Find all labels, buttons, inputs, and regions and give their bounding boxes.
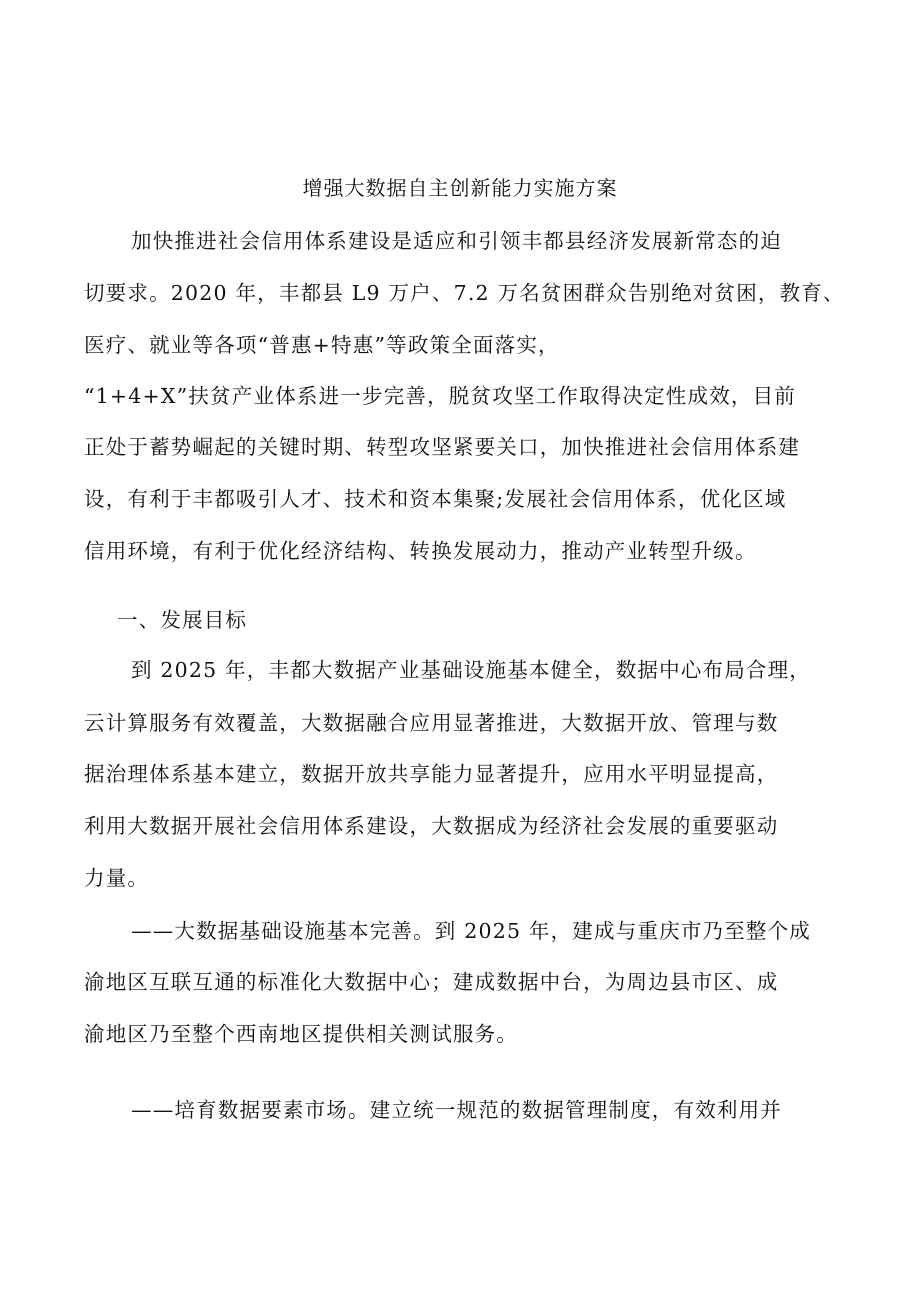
intro-line-6: 设，有利于丰都吸引人才、技术和资本集聚;发展社会信用体系，优化区域 xyxy=(84,487,787,511)
intro-line-5: 正处于蓄势崛起的关键时期、转型攻坚紧要关口，加快推进社会信用体系建 xyxy=(84,435,801,459)
intro-line-7: 信用环境，有利于优化经济结构、转换发展动力，推动产业转型升级。 xyxy=(84,539,757,563)
document-title: 增强大数据自主创新能力实施方案 xyxy=(302,176,618,200)
infra-line-3: 渝地区乃至整个西南地区提供相关测试服务。 xyxy=(84,1022,518,1046)
intro-line-1: 加快推进社会信用体系建设是适应和引领丰都县经济发展新常态的迫 xyxy=(131,229,782,253)
infra-line-2: 渝地区互联互通的标准化大数据中心；建成数据中台，为周边县市区、成 xyxy=(84,970,779,994)
intro-line-2: 切要求。2020 年，丰都县 L9 万户、7.2 万名贫困群众告别绝对贫困，教育、 xyxy=(84,281,845,305)
intro-line-3: 医疗、就业等各项“普惠+特惠”等政策全面落实， xyxy=(84,333,560,357)
goal-line-4: 利用大数据开展社会信用体系建设，大数据成为经济社会发展的重要驱动 xyxy=(84,814,779,838)
market-line-1: ——培育数据要素市场。建立统一规范的数据管理制度，有效利用并 xyxy=(131,1098,782,1122)
goal-line-1: 到 2025 年，丰都大数据产业基础设施基本健全，数据中心布局合理， xyxy=(131,658,812,682)
infra-line-1: ——大数据基础设施基本完善。到 2025 年，建成与重庆市乃至整个成 xyxy=(131,919,812,943)
intro-line-4: “1+4+X”扶贫产业体系进一步完善，脱贫攻坚工作取得决定性成效，目前 xyxy=(84,384,796,408)
goal-line-5: 力量。 xyxy=(84,866,150,890)
goal-line-2: 云计算服务有效覆盖，大数据融合应用显著推进，大数据开放、管理与数 xyxy=(84,711,779,735)
section-heading: 一、发展目标 xyxy=(117,608,248,632)
goal-line-3: 据治理体系基本建立，数据开放共享能力显著提升，应用水平明显提高， xyxy=(84,762,779,786)
